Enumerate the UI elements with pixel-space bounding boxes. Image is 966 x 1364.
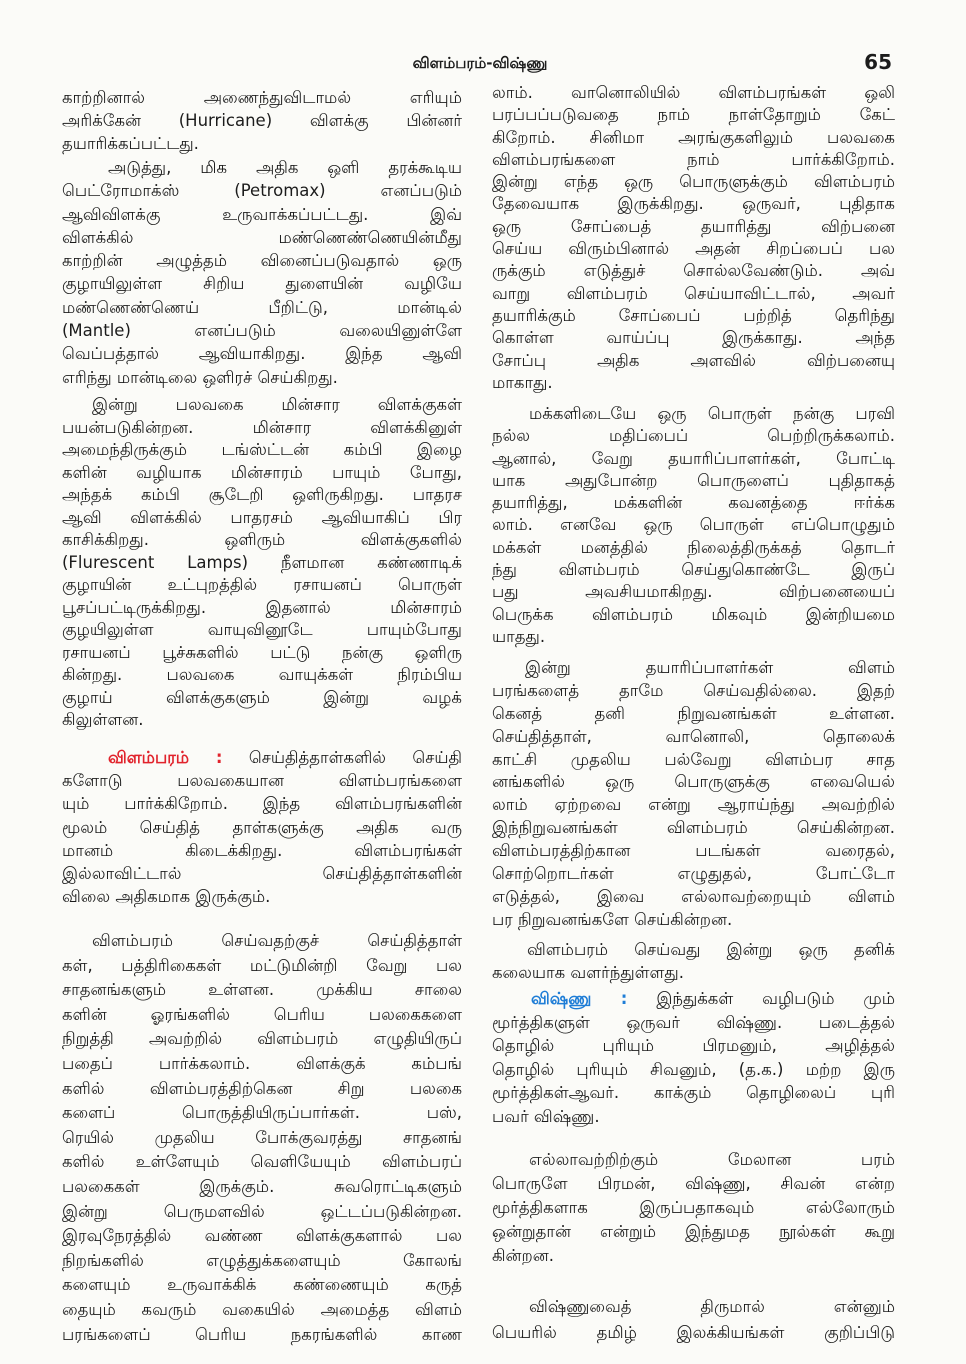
text-line: களில் உள்ளேயும் வெளியேயும் விளம்பரப் bbox=[62, 1152, 462, 1172]
text-line: காற்றினால் அணைந்துவிடாமல் எரியும் bbox=[62, 88, 462, 107]
text-line: மக்களிடையே ஒரு பொருள் நன்கு பரவி bbox=[529, 404, 895, 423]
text-line: ஒன்றுதான் என்றும் இந்துமத நூல்கள் கூறு bbox=[492, 1222, 895, 1241]
paragraph bbox=[62, 86, 462, 155]
entry-heading: விளம்பரம் : bbox=[108, 748, 223, 767]
text-line: னங்களில் ஒரு பொருளுக்கு எவையெல் bbox=[492, 772, 895, 792]
text-line: காட்சி முதலிய பல்வேறு விளம்பர சாத bbox=[492, 749, 895, 769]
text-line: கிறோம். சினிமா அரங்குகளிலும் பலவகை bbox=[492, 127, 895, 147]
text-line: சோப்பு அதிக அளவில் விற்பனையு bbox=[492, 350, 895, 370]
text-line: மானம் கிடைக்கிறது. விளம்பரங்கள் bbox=[62, 840, 462, 860]
text-line: பூசப்பட்டிருக்கிறது. இதனால் மின்சாரம் bbox=[62, 597, 462, 617]
right-column bbox=[492, 0, 895, 1364]
text-line: அரிக்கேன் (Hurricane) விளக்கு பின்னர் bbox=[62, 111, 462, 130]
text-line: பெயரில் தமிழ் இலக்கியங்கள் குறிப்பிடு bbox=[492, 1323, 895, 1342]
entry-heading: விஷ்ணு : bbox=[531, 989, 628, 1008]
text-line: ருக்கும் எடுத்துச் சொல்லவேண்டும். அவ் bbox=[492, 261, 895, 281]
text-line: பவர் விஷ்ணு. bbox=[492, 1106, 600, 1126]
text-line: விளம்பரத்திற்கான படங்கள் வரைதல், bbox=[492, 841, 895, 861]
text-line: பொருளே பிரமன், விஷ்ணு, சிவன் என்ற bbox=[492, 1174, 895, 1193]
text-line: செய்தித்தாள், வானொலி, தொலைக் bbox=[492, 726, 895, 746]
running-title: விளம்பரம்-விஷ்ணு bbox=[412, 54, 548, 72]
text-line: விளம்பரங்களை நாம் பார்க்கிறோம். bbox=[492, 149, 895, 169]
text-line: கிலுள்ளன. bbox=[62, 710, 144, 729]
text-line: களில் விளம்பரத்திற்கென சிறு பலகை bbox=[62, 1078, 462, 1098]
text-line: ந்து விளம்பரம் செய்துகொண்டே இருப் bbox=[492, 560, 895, 580]
text-line: இரவுநேரத்தில் வண்ண விளக்குகளால் பல bbox=[62, 1226, 462, 1246]
text-line: ரசாயனப் பூச்சுகளில் பட்டு நன்கு ஒளிரு bbox=[62, 642, 462, 662]
text-line: யும் பார்க்கிறோம். இந்த விளம்பரங்களின் bbox=[62, 794, 462, 814]
text-line: விளம்பரம் செய்வதற்குச் செய்தித்தாள் bbox=[92, 931, 462, 950]
paragraph bbox=[492, 657, 895, 932]
text-line: கெனத் தனி நிறுவனங்கள் உள்ளன. bbox=[492, 703, 895, 723]
text-line: எல்லாவற்றிற்கும் மேலான பரம் bbox=[529, 1150, 895, 1169]
text-line: விலை அதிகமாக இருக்கும். bbox=[62, 887, 271, 907]
text-line: கின்றன. bbox=[492, 1246, 554, 1265]
text-line: வெப்பத்தால் ஆவியாகிறது. இந்த ஆவி bbox=[62, 344, 462, 364]
text-line bbox=[492, 987, 895, 1011]
paragraph bbox=[62, 156, 462, 389]
text-line: இன்று தயாரிப்பாளர்கள் விளம் bbox=[525, 658, 895, 677]
line-text: இந்துக்கள் வழிபடும் மும் bbox=[656, 989, 895, 1008]
text-line: பயன்படுகின்றன. மின்சார விளக்கினுள் bbox=[62, 417, 462, 437]
text-line: இன்று பலவகை மின்சார விளக்குகள் bbox=[92, 395, 462, 414]
text-line: பெட்ரோமாக்ஸ் (Petromax) எனப்படும் bbox=[62, 181, 462, 201]
text-line: நிறங்களில் எழுத்துக்களையும் கோலங் bbox=[62, 1250, 462, 1270]
text-line: களைப் பொருத்தியிருப்பார்கள். பஸ், bbox=[62, 1103, 462, 1123]
text-line: மாகாது. bbox=[492, 372, 553, 392]
paragraph bbox=[492, 939, 895, 984]
text-line: கின்றது. பலவகை வாயுக்கள் நிரம்பிய bbox=[62, 665, 462, 684]
text-line: தொழில் புரியும் பிரமனும், அழித்தல் bbox=[492, 1036, 895, 1055]
text-line: தயாரிக்கும் சோப்பைப் பற்றித் தெரிந்து bbox=[492, 305, 895, 325]
text-line: பது அவசியமாகிறது. விற்பனையைப் bbox=[492, 582, 895, 602]
text-line: தொழில் புரியும் சிவனும், (த.க.) மற்ற இரு bbox=[492, 1059, 895, 1079]
text-line: களின் ஓரங்களில் பெரிய பலகைகளை bbox=[62, 1004, 462, 1024]
paragraph bbox=[62, 394, 462, 732]
text-line: இல்லாவிட்டால் செய்தித்தாள்களின் bbox=[62, 863, 462, 883]
text-line: ஒரு சோப்பைத் தயாரித்து விற்பனை bbox=[492, 216, 895, 236]
text-line: குழயிலுள்ள வாயுவினூடே பாயும்போது bbox=[62, 620, 462, 639]
text-line: பலகைகள் இருக்கும். சுவரொட்டிகளும் bbox=[62, 1176, 462, 1196]
text-line: பெருக்க விளம்பரம் மிகவும் இன்றியமை bbox=[492, 604, 895, 624]
text-line: பரப்பப்படுவதை நாம் நாள்தோறும் கேட் bbox=[492, 105, 895, 125]
text-line: பர நிறுவனங்களே செய்கின்றன. bbox=[492, 909, 733, 929]
text-line: காசிக்கிறது. ஒளிரும் விளக்குகளில் bbox=[62, 530, 462, 549]
text-line: மூர்த்திகளாக இருப்பதாகவும் எல்லோரும் bbox=[492, 1198, 895, 1217]
text-line: மூர்த்திகள்ஆவர். காக்கும் தொழிலைப் புரி bbox=[492, 1083, 895, 1102]
text-line: ஆனால், வேறு தயாரிப்பாளர்கள், போட்டி bbox=[492, 448, 895, 468]
text-line: எரிந்து மான்டிலை ஒளிரச் செய்கிறது. bbox=[62, 367, 338, 387]
text-line: களின் வழியாக மின்சாரம் பாயும் போது, bbox=[62, 462, 462, 482]
text-line: இன்று பெருமளவில் ஒட்டப்படுகின்றன. bbox=[62, 1201, 462, 1221]
text-line: ரெயில் முதலிய போக்குவரத்து சாதனங் bbox=[62, 1127, 462, 1147]
text-line: தையும் கவரும் வகையில் அமைத்த விளம் bbox=[62, 1299, 462, 1319]
text-line: செய்ய விரும்பினால் அதன் சிறப்பைப் பல bbox=[492, 239, 895, 259]
text-line: பதைப் பார்க்கலாம். விளக்குக் கம்பங் bbox=[62, 1053, 462, 1073]
text-line: அந்தக் கம்பி சூடேறி ஒளிருகிறது. பாதரச bbox=[62, 485, 462, 504]
line-text: செய்தித்தாள்களில் செய்தி bbox=[248, 748, 462, 767]
text-line: மண்ணெண்ணெய் பீறிட்டு, மான்டில் bbox=[62, 297, 462, 317]
page-number: 65 bbox=[864, 50, 892, 74]
paragraph bbox=[62, 929, 462, 1347]
left-column bbox=[62, 0, 462, 1364]
text-line: மக்கள் மனத்தில் நிலைத்திருக்கத் தொடர் bbox=[492, 537, 895, 557]
text-line: அடுத்து, மிக அதிக ஒளி தரக்கூடிய bbox=[108, 158, 462, 177]
text-line: காற்றின் அழுத்தம் வினைப்படுவதால் ஒரு bbox=[62, 251, 462, 271]
text-line: கள், பத்திரிகைகள் மட்டுமின்றி வேறு பல bbox=[62, 955, 462, 975]
entry-vishnu bbox=[492, 987, 895, 1128]
text-line: தேவையாக இருக்கிறது. ஒருவர், புதிதாக bbox=[492, 194, 895, 214]
text-line: நிறுத்தி அவற்றில் விளம்பரம் எழுதியிருப் bbox=[62, 1029, 462, 1049]
text-line: கலையாக வளர்ந்துள்ளது. bbox=[492, 962, 684, 982]
paragraph bbox=[492, 82, 895, 394]
text-line: இந்நிறுவனங்கள் விளம்பரம் செய்கின்றன. bbox=[492, 818, 895, 838]
text-line: ஆவி விளக்கில் பாதரசம் ஆவியாகிப் பிர bbox=[62, 507, 462, 527]
text-line: சொற்றொடர்கள் எழுதுதல், போட்டோ bbox=[492, 864, 895, 884]
text-line: குழாய் விளக்குகளும் இன்று வழக் bbox=[62, 687, 462, 707]
text-line: லாம். வானொலியில் விளம்பரங்கள் ஒலி bbox=[492, 83, 895, 102]
text-line: சாதனங்களும் உள்ளன. முக்கிய சாலை bbox=[62, 980, 462, 1000]
text-line: (Mantle) எனப்படும் வலையினுள்ளே bbox=[62, 321, 462, 341]
text-line: இன்று எந்த ஒரு பொருளுக்கும் விளம்பரம் bbox=[492, 172, 895, 192]
entry-vilambaram bbox=[62, 746, 462, 908]
text-line: களையும் உருவாக்கிக் கண்ணையும் கருத் bbox=[62, 1275, 462, 1295]
text-line: ஆவிவிளக்கு உருவாக்கப்பட்டது. இவ் bbox=[62, 204, 462, 224]
text-line: லாம் ஏற்றவை என்று ஆராய்ந்து அவற்றில் bbox=[492, 795, 895, 815]
text-line: மூலம் செய்தித் தாள்களுக்கு அதிக வரு bbox=[62, 817, 462, 837]
text-line bbox=[62, 746, 462, 769]
text-line: பரங்களைத் தாமே செய்வதில்லை. இதற் bbox=[492, 680, 895, 700]
paragraph bbox=[492, 403, 895, 648]
text-line: மூர்த்திகளுள் ஒருவர் விஷ்ணு. படைத்தல் bbox=[492, 1012, 895, 1032]
paragraph bbox=[492, 1294, 895, 1346]
text-line: தயாரிக்கப்பட்டது. bbox=[62, 134, 199, 153]
text-line: யாக அதுபோன்ற பொருளைப் புதிதாகத் bbox=[492, 470, 895, 490]
text-line: குழாயிலுள்ள சிறிய துளையின் வழியே bbox=[62, 274, 462, 294]
text-line: வாறு விளம்பரம் செய்யாவிட்டால், அவர் bbox=[492, 283, 895, 303]
text-line: (Flurescent Lamps) நீளமான கண்ணாடிக் bbox=[62, 552, 462, 572]
text-line: யாதது. bbox=[492, 626, 546, 646]
text-line: விஷ்ணுவைத் திருமால் என்னும் bbox=[529, 1297, 895, 1316]
text-line: களோடு பலவகையான விளம்பரங்களை bbox=[62, 771, 462, 791]
text-line: அமைந்திருக்கும் டங்ஸ்ட்டன் கம்பி இழை bbox=[62, 440, 462, 459]
text-line: குழாயின் உட்புறத்தில் ரசாயனப் பொருள் bbox=[62, 575, 462, 594]
text-line: பரங்களைப் பெரிய நகரங்களில் காண bbox=[62, 1324, 462, 1344]
text-line: விளக்கில் மண்ணெண்ணெயின்மீது bbox=[62, 227, 462, 247]
text-line: விளம்பரம் செய்வது இன்று ஒரு தனிக் bbox=[527, 940, 895, 959]
text-line: கொள்ள வாய்ப்பு இருக்காது. அந்த bbox=[492, 328, 895, 348]
text-line: லாம். எனவே ஒரு பொருள் எப்பொழுதும் bbox=[492, 515, 895, 535]
text-line: எடுத்தல், இவை எல்லாவற்றையும் விளம் bbox=[492, 886, 895, 906]
text-line: தயாரித்து, மக்களின் கவனத்தை ஈர்க்க bbox=[492, 493, 895, 513]
text-line: நல்ல மதிப்பைப் பெற்றிருக்கலாம். bbox=[492, 426, 895, 446]
paragraph bbox=[492, 1148, 895, 1268]
